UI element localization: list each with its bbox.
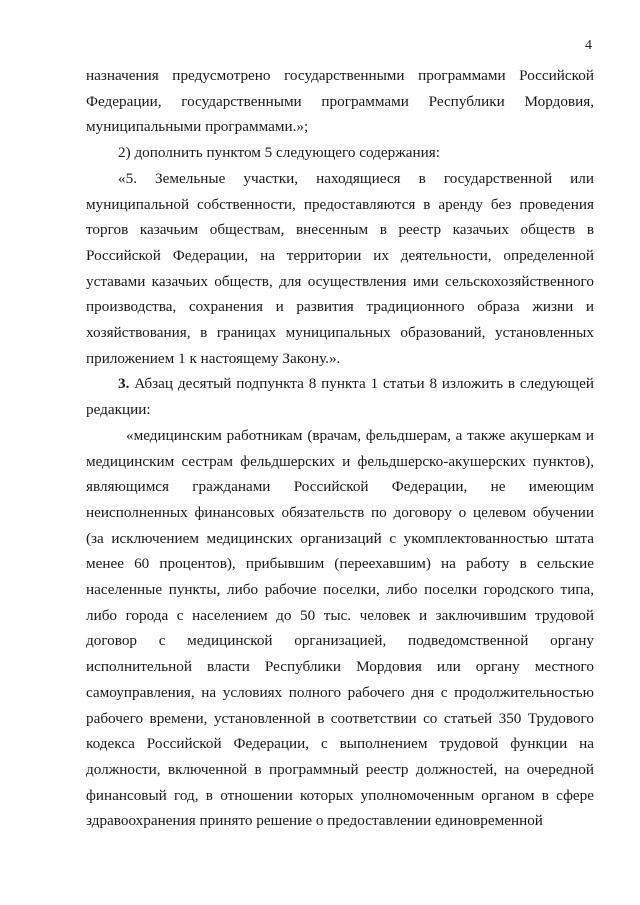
item-3-text: Абзац десятый подпункта 8 пункта 1 статьи 8 изложить в следующей редакции: <box>86 375 594 419</box>
paragraph-item-3 <box>86 371 594 422</box>
page-number: 4 <box>585 38 592 53</box>
document-body <box>86 63 594 834</box>
paragraph-item-2: 2) дополнить пунктом 5 следующего содержания: <box>118 144 440 162</box>
paragraph-medical-workers: «медицинским работникам (врачам, фельдшерам, а также акушеркам и медицинским сестрам фельдшерских и фельдшерско-акушерских пунктов), являющимся гражданами Российской Федерации, не имеющим неисполненных финансовых обязательств по договору о целевом обучении (за исключением медицинских организаций с укомплектованностью штата менее 60 процентов), прибывшим (переехавшим) на работу в сельские населенные пункты, либо рабочие поселки, либо поселки городского типа, либо города с населением до 50 тыс. человек и заключившим трудовой договор с медицинской организацией, подведомственной органу исполнительной власти Республики Мордовия или органу местного самоуправления, на условиях полного рабочего дня с продолжительностью рабочего времени, установленной в соответствии со статьей 350 Трудового кодекса Российской Федерации, с выполнением трудовой функции на должности, включенной в программный реестр должностей, на очередной финансовый год, в отношении которых уполномоченным органом в сфере здравоохранения принято решение о предоставлении единовременной <box>86 426 594 830</box>
paragraph-point-5: «5. Земельные участки, находящиеся в государственной или муниципальной собственности, предоставляются в аренду без проведения торгов казачьим обществам, внесенным в реестр казачьих обществ в Российской Федерации, на территории их деятельности, определенной уставами казачьих обществ, для осуществления ими сельскохозяйственного производства, сохранения и развития традиционного образа жизни и хозяйствования, в границах муниципальных образований, установленных приложением 1 к настоящему Закону.». <box>86 169 594 367</box>
item-3-number: 3. <box>118 375 130 393</box>
paragraph-continuation: назначения предусмотрено государственными программами Российской Федерации, государственными программами Республики Мордовия, муниципальными программами.»; <box>86 67 594 136</box>
